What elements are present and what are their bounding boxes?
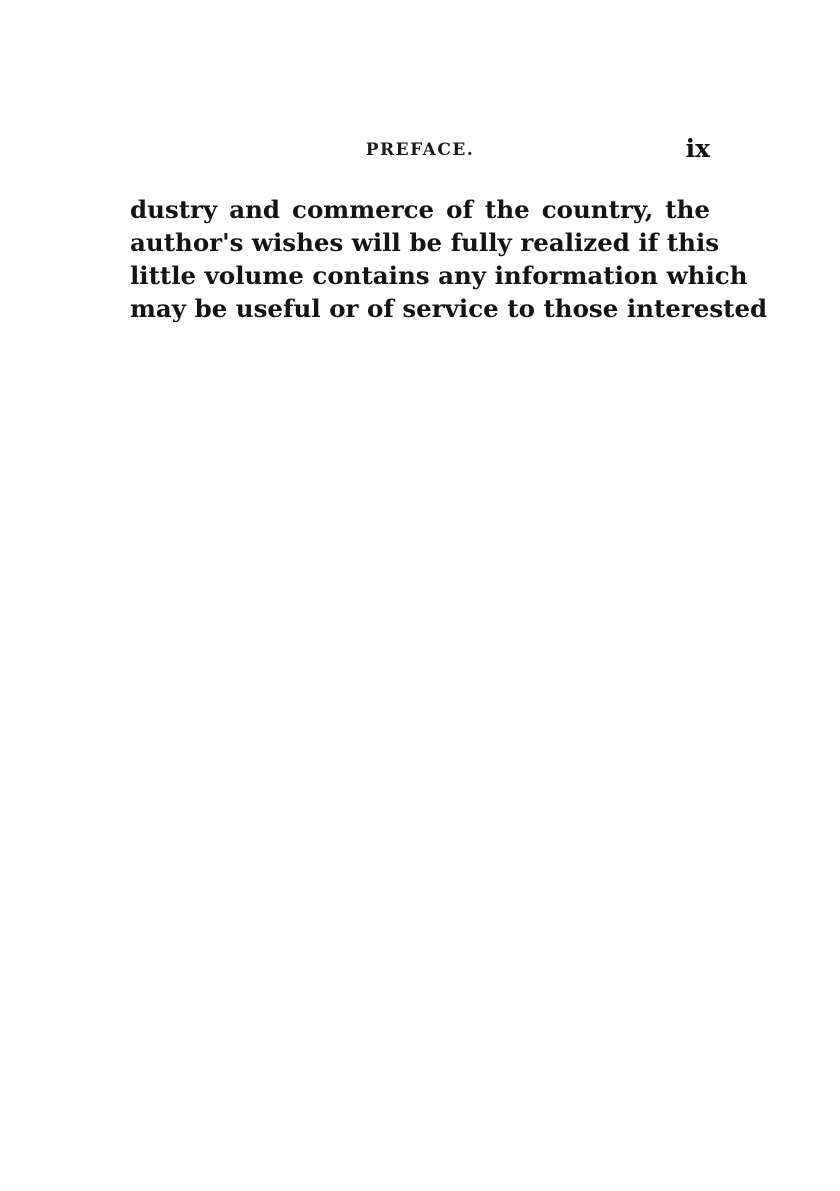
running-title: PREFACE.	[365, 140, 475, 160]
text-line: dustry and commerce of the country, the	[130, 195, 710, 224]
running-head	[130, 136, 710, 164]
body-paragraph	[130, 193, 768, 325]
page-number: ix	[685, 134, 710, 163]
text-line: author's wishes will be fully realized if this	[130, 228, 720, 257]
text-line: may be useful or of service to those interested	[130, 294, 768, 323]
text-line: little volume contains any information which	[130, 261, 748, 290]
